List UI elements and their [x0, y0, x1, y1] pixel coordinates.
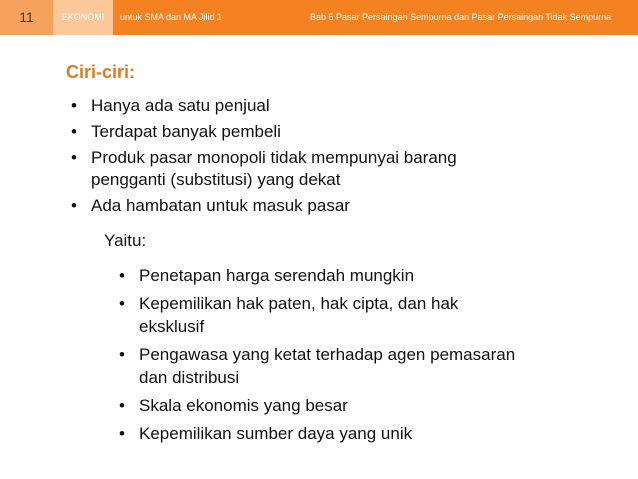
list-item-text: Penetapan harga serendah mungkin [139, 266, 415, 285]
slide-number: 11 [0, 0, 53, 35]
list-item-text: Skala ekonomis yang besar [139, 396, 348, 415]
list-item-text: Kepemilikan hak paten, hak cipta, dan hak eksklusif [139, 294, 459, 336]
list-item [119, 422, 619, 445]
bullet-icon: • [71, 96, 77, 115]
bullet-icon: • [119, 294, 125, 313]
sub-bullet-list [119, 264, 619, 450]
list-item [71, 95, 611, 117]
list-item-text: Pengawasa yang ketat terhadap agen pemasaran dan distribusi [139, 345, 516, 387]
list-item-text: Produk pasar monopoli tidak mempunyai barang pengganti (substitusi) yang dekat [91, 148, 457, 189]
list-item [71, 147, 611, 191]
list-item-text: Terdapat banyak pembeli [91, 122, 281, 141]
list-item-text: Kepemilikan sumber daya yang unik [139, 424, 413, 443]
bullet-icon: • [71, 148, 77, 167]
list-item [119, 292, 619, 338]
sub-list-intro: Yaitu: [104, 231, 147, 250]
list-item [71, 195, 611, 217]
list-item-text: Ada hambatan untuk masuk pasar [91, 196, 350, 215]
bullet-icon: • [119, 266, 125, 285]
main-bullet-list [71, 95, 611, 221]
list-item-text: Hanya ada satu penjual [91, 96, 270, 115]
list-item [119, 264, 619, 287]
subject-label: EKONOMI [53, 0, 113, 35]
bullet-icon: • [119, 424, 125, 443]
chapter-title: Bab 5 Pasar Persaingan Sempurna dan Pasar Persaingan Tidak Sempurna [310, 12, 612, 22]
bullet-icon: • [71, 196, 77, 215]
list-item [119, 343, 619, 389]
bullet-icon: • [71, 122, 77, 141]
list-item [71, 121, 611, 143]
book-title: untuk SMA dan MA Jilid 1 [120, 12, 223, 22]
bullet-icon: • [119, 396, 125, 415]
bullet-icon: • [119, 345, 125, 364]
section-heading: Ciri-ciri: [66, 62, 136, 82]
list-item [119, 394, 619, 417]
header-bar [0, 0, 638, 35]
